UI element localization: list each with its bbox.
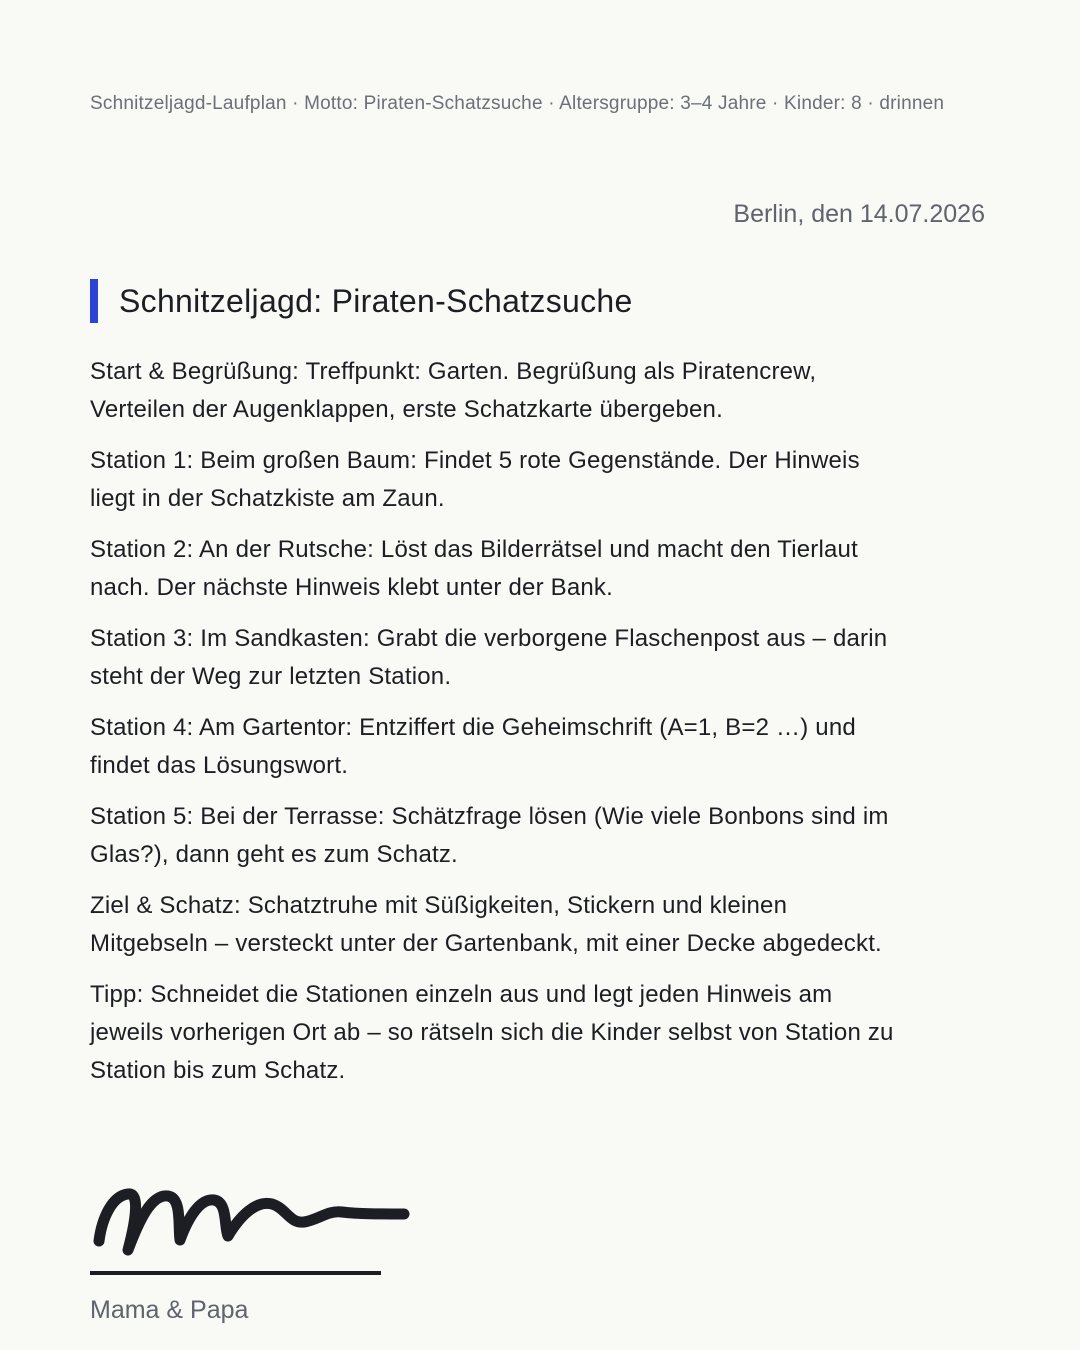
- dateline: Berlin, den 14.07.2026: [733, 200, 985, 228]
- paragraph-station-3: Station 3: Im Sandkasten: Grabt die verborgene Flaschenpost aus – darin steht der Weg zur letzten Station.: [90, 625, 888, 690]
- signature-scribble: [90, 1178, 420, 1263]
- title-accent-bar: [90, 279, 98, 323]
- signer-name: Mama & Papa: [90, 1296, 249, 1324]
- document-page: [90, 0, 985, 1350]
- paragraph-tip: Tipp: Schneidet die Stationen einzeln aus und legt jeden Hinweis am jeweils vorherigen Ort ab – so rätseln sich die Kinder selbst von Station zu Station bis zum Schatz.: [90, 981, 894, 1084]
- document-title: Schnitzeljagd: Piraten-Schatzsuche: [119, 283, 633, 319]
- signature-line: [90, 1271, 381, 1275]
- paragraph-station-2: Station 2: An der Rutsche: Löst das Bilderrätsel und macht den Tierlaut nach. Der nächste Hinweis klebt unter der Bank.: [90, 536, 858, 601]
- meta-line: Schnitzeljagd-Laufplan · Motto: Piraten-Schatzsuche · Altersgruppe: 3–4 Jahre · Kinder: 8 · drinnen: [90, 93, 945, 114]
- paragraph-station-1: Station 1: Beim großen Baum: Findet 5 rote Gegenstände. Der Hinweis liegt in der Schatzkiste am Zaun.: [90, 447, 860, 512]
- paragraph-station-4: Station 4: Am Gartentor: Entziffert die Geheimschrift (A=1, B=2 …) und findet das Lösungswort.: [90, 714, 856, 779]
- paragraph-station-5: Station 5: Bei der Terrasse: Schätzfrage lösen (Wie viele Bonbons sind im Glas?), dann geht es zum Schatz.: [90, 803, 889, 868]
- paragraph-start: Start & Begrüßung: Treffpunkt: Garten. Begrüßung als Piratencrew, Verteilen der Augenklappen, erste Schatzkarte übergeben.: [90, 358, 817, 423]
- document-body: [90, 353, 910, 1103]
- paragraph-goal: Ziel & Schatz: Schatztruhe mit Süßigkeiten, Stickern und kleinen Mitgebseln – versteckt unter der Gartenbank, mit einer Decke abgedeckt.: [90, 892, 882, 957]
